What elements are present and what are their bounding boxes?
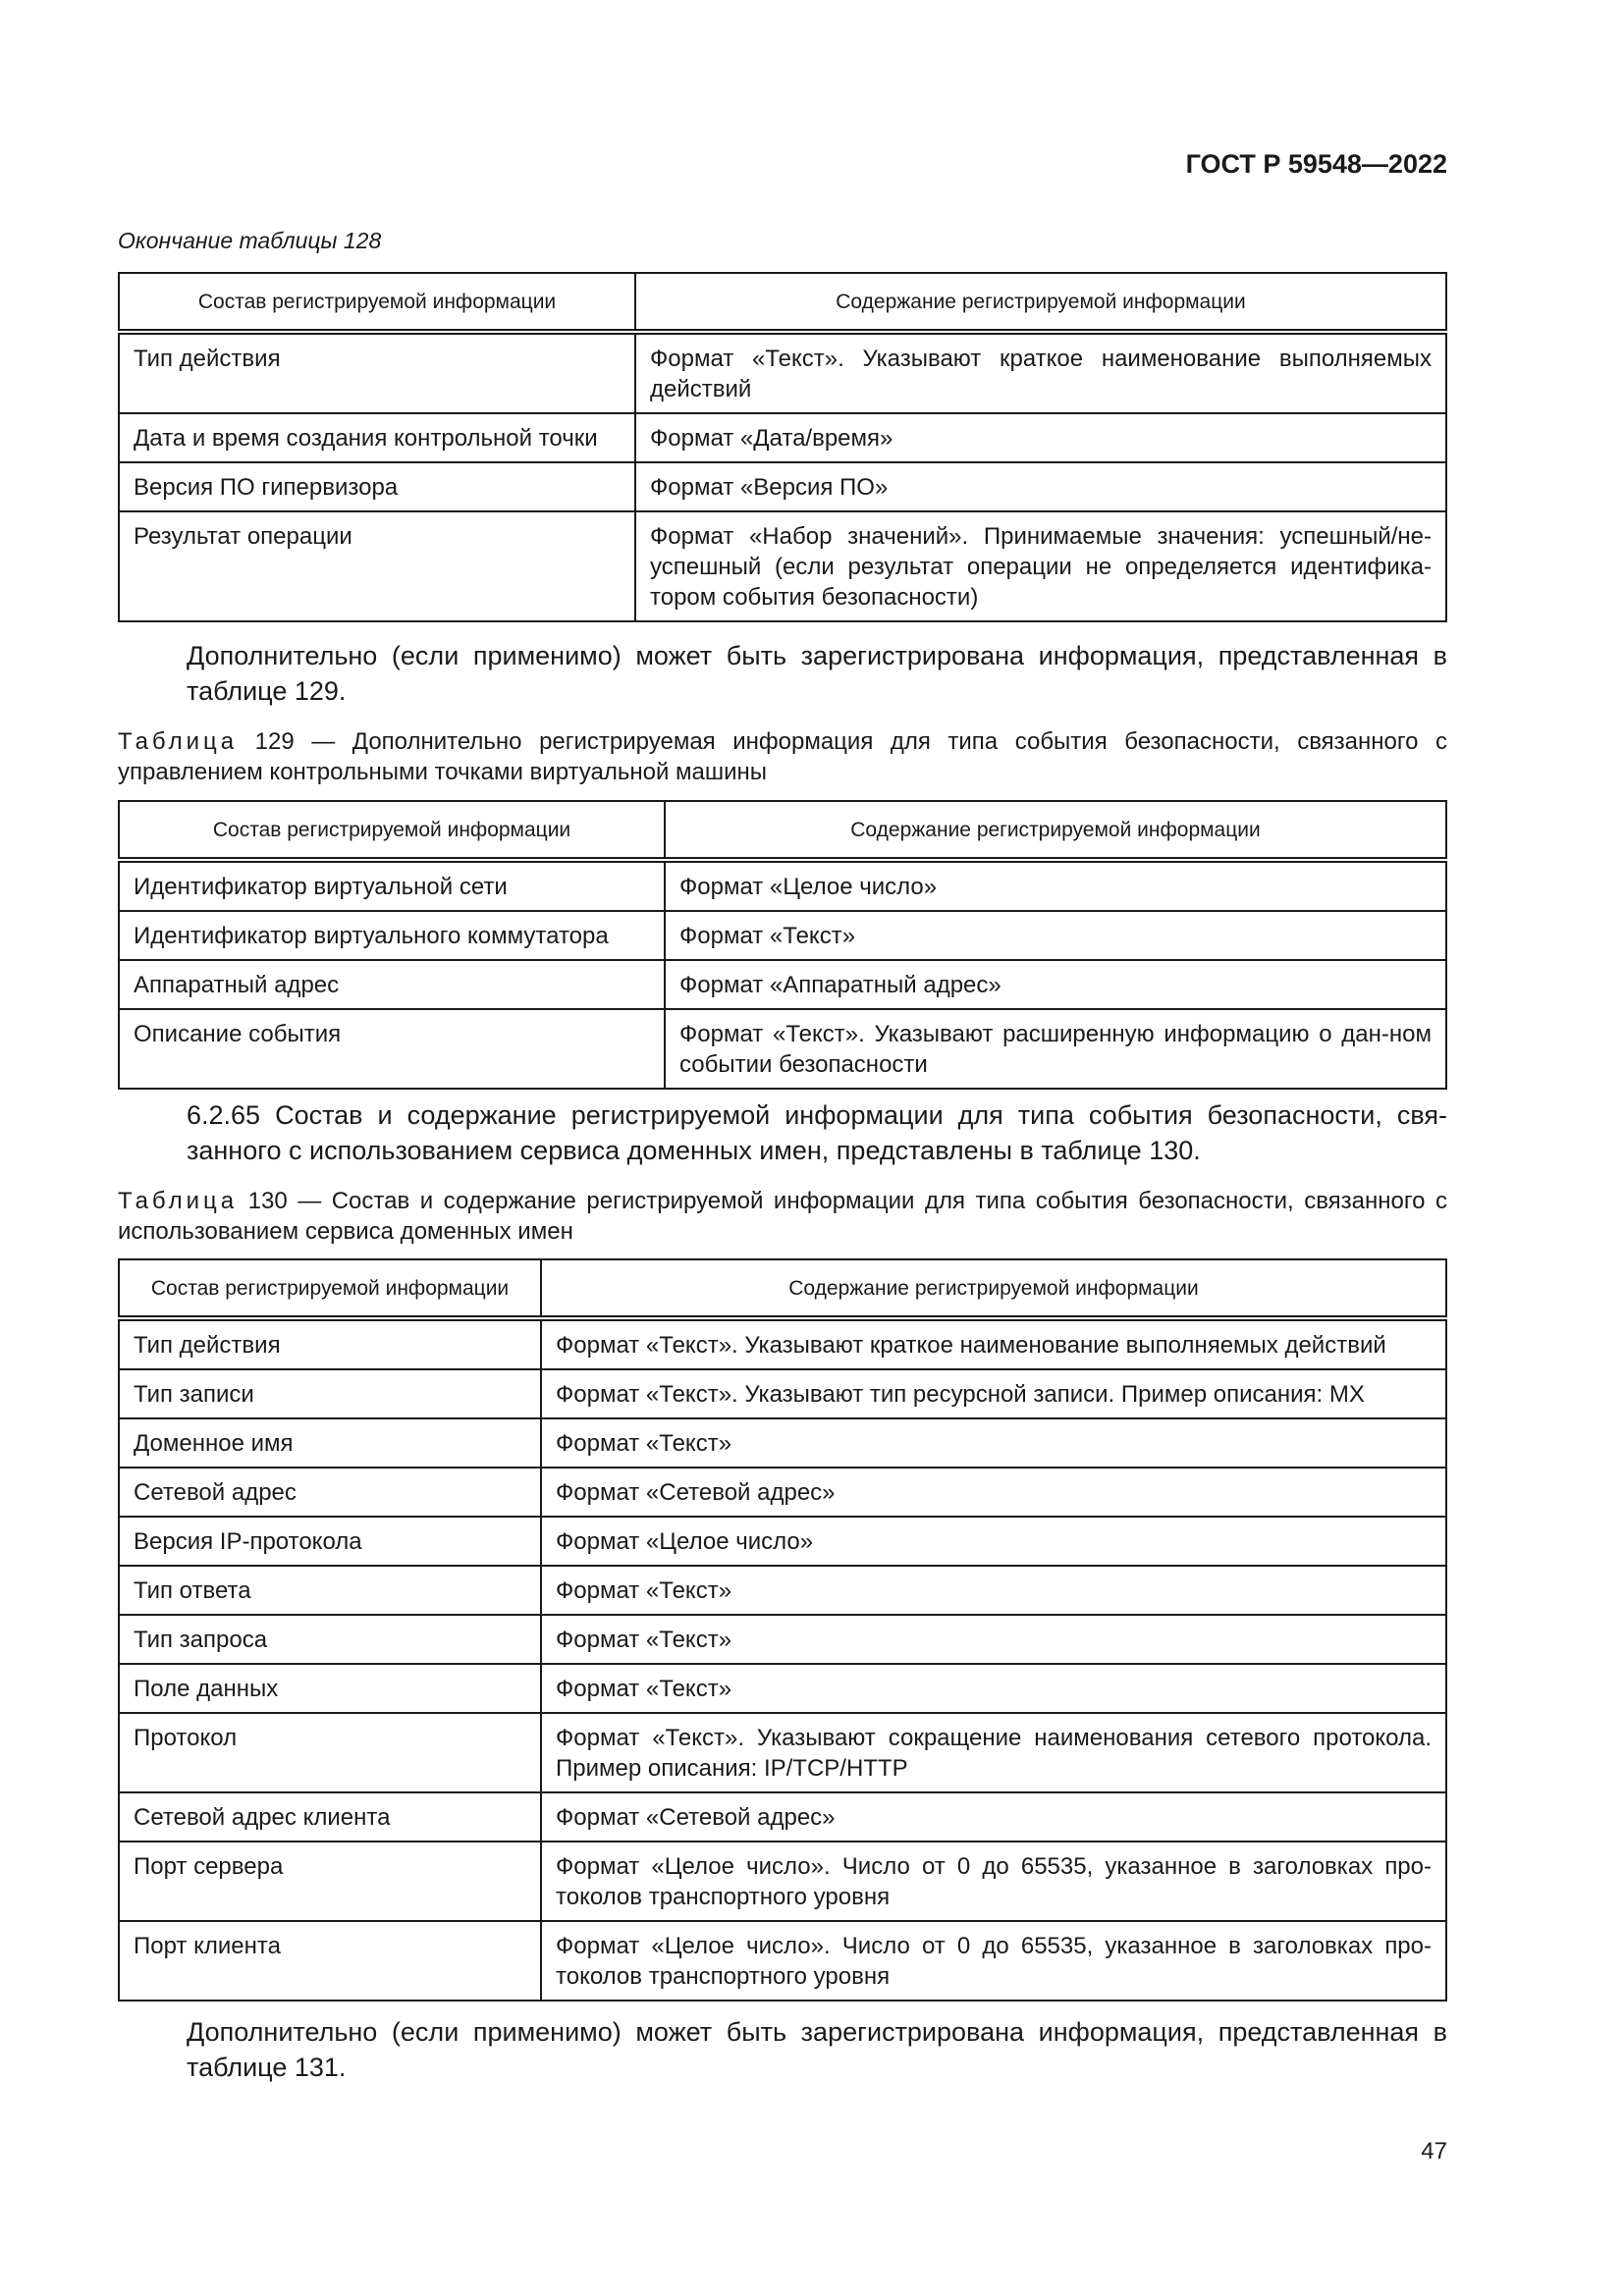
cell-field: Тип ответа — [119, 1566, 541, 1615]
cell-format: Формат «Текст» — [541, 1664, 1446, 1713]
cell-field: Порт клиента — [119, 1921, 541, 2001]
table-130-caption: Таблица 130 — Состав и содержание регистрируемой информации для типа события безопасности, связанного с использованием сервиса доменных имен — [118, 1188, 1447, 1245]
column-header-composition: Состав регистрируемой информации — [119, 801, 665, 860]
table-row — [119, 1418, 1446, 1468]
cell-field: Порт сервера — [119, 1842, 541, 1921]
column-header-content: Содержание регистрируемой информации — [665, 801, 1446, 860]
table-row — [119, 462, 1446, 511]
table-130 — [118, 1258, 1447, 2002]
table-row — [119, 1921, 1446, 2001]
column-header-content: Содержание регистрируемой информации — [541, 1259, 1446, 1318]
cell-format: Формат «Целое число». Число от 0 до 65535, указанное в заголовках про-токолов транспортного уровня — [541, 1842, 1446, 1921]
table-row — [119, 960, 1446, 1009]
cell-field: Версия ПО гипервизора — [119, 462, 635, 511]
table-row — [119, 1369, 1446, 1418]
cell-format: Формат «Текст» — [541, 1615, 1446, 1664]
paragraph-6-2-65: 6.2.65 Состав и содержание регистрируемой информации для типа события безопасности, свя-занного с использованием сервиса доменных имен, представлены в таблице 130. — [187, 1100, 1447, 1165]
table-128 — [118, 272, 1447, 622]
cell-format: Формат «Текст». Указывают краткое наименование выполняемых действий — [635, 332, 1446, 413]
cell-format: Формат «Текст». Указывают сокращение наименования сетевого протокола. Пример описания: IP/TCP/HTTP — [541, 1713, 1446, 1792]
cell-field: Версия IP-протокола — [119, 1517, 541, 1566]
table-129-caption: Таблица 129 — Дополнительно регистрируемая информация для типа события безопасности, связанного с управлением контрольными точками виртуальной машины — [118, 728, 1447, 785]
cell-field: Тип действия — [119, 332, 635, 413]
table-129 — [118, 800, 1447, 1090]
cell-field: Аппаратный адрес — [119, 960, 665, 1009]
table-header-row — [119, 273, 1446, 332]
page-number: 47 — [1421, 2138, 1447, 2164]
cell-field: Описание события — [119, 1009, 665, 1089]
cell-field: Результат операции — [119, 511, 635, 621]
column-header-composition: Состав регистрируемой информации — [119, 273, 635, 332]
cell-field: Сетевой адрес клиента — [119, 1792, 541, 1842]
table-row — [119, 1468, 1446, 1517]
column-header-content: Содержание регистрируемой информации — [635, 273, 1446, 332]
table-header-row — [119, 1259, 1446, 1318]
cell-format: Формат «Текст». Указывают расширенную информацию о дан-ном событии безопасности — [665, 1009, 1446, 1089]
cell-field: Сетевой адрес — [119, 1468, 541, 1517]
cell-field: Тип запроса — [119, 1615, 541, 1664]
cell-format: Формат «Дата/время» — [635, 413, 1446, 462]
table-row — [119, 860, 1446, 911]
column-header-composition: Состав регистрируемой информации — [119, 1259, 541, 1318]
cell-format: Формат «Сетевой адрес» — [541, 1468, 1446, 1517]
document-id-header: ГОСТ Р 59548—2022 — [1185, 149, 1447, 179]
cell-format: Формат «Целое число» — [541, 1517, 1446, 1566]
table-row — [119, 1318, 1446, 1369]
table-row — [119, 911, 1446, 960]
cell-field: Дата и время создания контрольной точки — [119, 413, 635, 462]
cell-field: Идентификатор виртуальной сети — [119, 860, 665, 911]
paragraph-additional-129: Дополнительно (если применимо) может быть зарегистрирована информация, представленная в таблице 129. — [187, 641, 1447, 706]
cell-format: Формат «Текст» — [541, 1566, 1446, 1615]
cell-field: Тип действия — [119, 1318, 541, 1369]
table-header-row — [119, 801, 1446, 860]
cell-format: Формат «Текст» — [665, 911, 1446, 960]
cell-field: Доменное имя — [119, 1418, 541, 1468]
cell-format: Формат «Набор значений». Принимаемые значения: успешный/не-успешный (если результат операции не определяется идентифика-тором события безопасности) — [635, 511, 1446, 621]
table-row — [119, 1517, 1446, 1566]
cell-field: Протокол — [119, 1713, 541, 1792]
cell-field: Поле данных — [119, 1664, 541, 1713]
table-row — [119, 1615, 1446, 1664]
table-128-continuation-caption: Окончание таблицы 128 — [118, 228, 382, 253]
table-row — [119, 1009, 1446, 1089]
cell-field: Идентификатор виртуального коммутатора — [119, 911, 665, 960]
table-row — [119, 1566, 1446, 1615]
cell-format: Формат «Целое число». Число от 0 до 65535, указанное в заголовках про-токолов транспортного уровня — [541, 1921, 1446, 2001]
cell-format: Формат «Сетевой адрес» — [541, 1792, 1446, 1842]
table-row — [119, 511, 1446, 621]
table-row — [119, 1713, 1446, 1792]
table-row — [119, 332, 1446, 413]
cell-format: Формат «Целое число» — [665, 860, 1446, 911]
cell-format: Формат «Текст» — [541, 1418, 1446, 1468]
table-row — [119, 1842, 1446, 1921]
table-row — [119, 1664, 1446, 1713]
cell-format: Формат «Текст». Указывают краткое наименование выполняемых действий — [541, 1318, 1446, 1369]
cell-format: Формат «Текст». Указывают тип ресурсной записи. Пример описания: MX — [541, 1369, 1446, 1418]
table-row — [119, 413, 1446, 462]
table-row — [119, 1792, 1446, 1842]
cell-format: Формат «Аппаратный адрес» — [665, 960, 1446, 1009]
cell-format: Формат «Версия ПО» — [635, 462, 1446, 511]
paragraph-additional-131: Дополнительно (если применимо) может быть зарегистрирована информация, представленная в таблице 131. — [187, 2017, 1447, 2082]
cell-field: Тип записи — [119, 1369, 541, 1418]
